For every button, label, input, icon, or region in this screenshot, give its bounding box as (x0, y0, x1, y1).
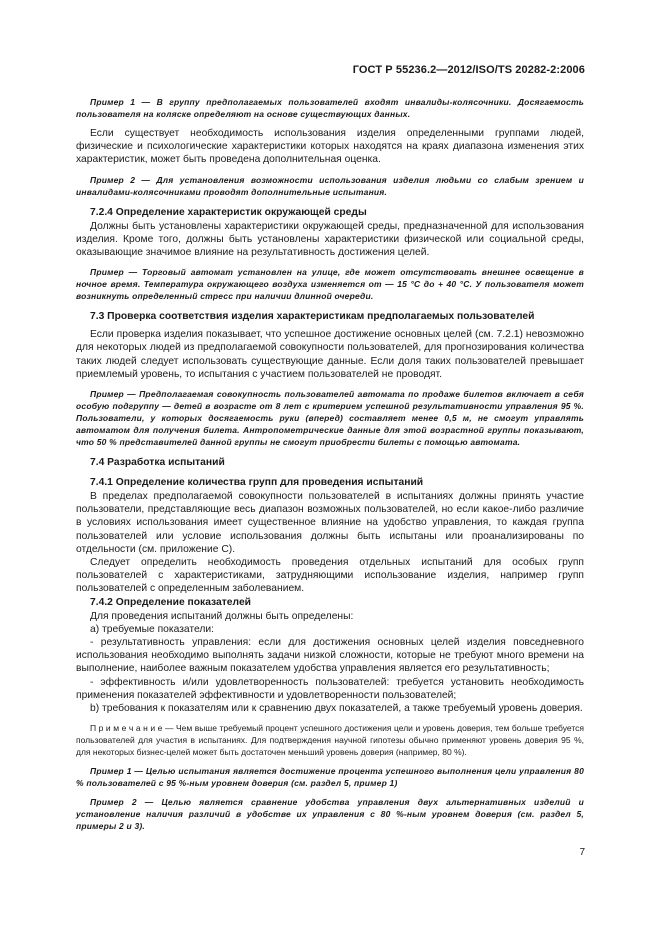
section-heading-7-3: 7.3 Проверка соответствия изделия характеристикам предполагаемых пользователей (90, 311, 535, 323)
page-content (76, 96, 584, 832)
section-heading-7-4-2: 7.4.2 Определение показателей (90, 596, 251, 608)
note-label: П р и м е ч а н и е (90, 723, 163, 734)
body-paragraph: Должны быть установлены характеристики окружающей среды, предназначенной для использования изделия. Кроме того, должны быть установлены характеристики физической или социальной среды, оказывающие значимое влияние на результативность достижения целей. (76, 220, 584, 259)
example-paragraph: Пример — Торговый автомат установлен на улице, где может отсутствовать внешнее освещение в ночное время. Температура окружающего воздуха изменяется от — 15 °С до + 40 °С. У пользователя может возникнуть определенный стресс при наличии длинной очереди. (76, 267, 584, 302)
note-paragraph (76, 722, 584, 758)
body-paragraph: Для проведения испытаний должны быть определены: (90, 610, 354, 622)
list-item-effectiveness: - результативность управления: если для достижения основных целей изделия повседневного использования необходимо выполнять задачи низкой сложности, которые не требуют много времени на выполнение, наиболее важным показателем удобства управления является его результативность; (76, 637, 584, 675)
example-1-paragraph: Пример 1 — В группу предполагаемых пользователей входят инвалиды-колясочники. Досягаемость пользователя на коляске определяют на основе существующих данных. (76, 97, 584, 119)
page-number: 7 (579, 847, 585, 858)
list-item-b: b) требования к показателям или к сравнению двух показателей, а также требуемый уровень доверия. (90, 703, 583, 715)
body-paragraph: Если существует необходимость использования изделия определенными группами людей, физические и психологические характеристики которых находятся на краях диапазона изменения этих характеристик, может быть проведена дополнительная оценка. (76, 128, 584, 166)
list-item-a: а) требуемые показатели: (90, 623, 215, 635)
body-paragraph: В пределах предполагаемой совокупности пользователей в испытаниях должны принять участие пользователи, представляющие весь диапазон возможных пользователей, но если какое-либо различие в условиях использования имеет существенное влияние на удобство управления, то каждая группа пользователей или условие использования должны быть испытаны или проанализированы по отдельности (см. приложение С). (76, 491, 584, 555)
section-heading-7-4-1: 7.4.1 Определение количества групп для проведения испытаний (90, 477, 424, 489)
section-heading-7-2-4: 7.2.4 Определение характеристик окружающей среды (90, 206, 367, 218)
list-item-efficiency: - эффективность и/или удовлетворенность пользователей: требуется установить необходимость применения показателей эффективности и удовлетворенности пользователей; (76, 676, 584, 701)
example-paragraph: Пример — Предполагаемая совокупность пользователей автомата по продаже билетов включает в себя особую подгруппу — детей в возрасте от 8 лет с критерием успешной результативности управления 95 %. Пользователи, у которых досягаемость руки (вперед) составляет менее 0,5 м, не смогут управлять автоматом для получения билета. Антропометрические данные для этой возрастной группы показывают, что 50 % представителей данной группы не смогут приобрести билеты с помощью автомата. (76, 389, 584, 448)
body-paragraph: Если проверка изделия показывает, что успешное достижение основных целей (см. 7.2.1) невозможно для некоторых людей из предполагаемой совокупности пользователей, для прогнозирования количества таких людей следует использовать существующие данные. Если доля таких пользователей превышает приемлемый уровень, то испытания с участием пользователей не проводят. (76, 329, 584, 380)
body-paragraph: Следует определить необходимость проведения отдельных испытаний для особых групп пользователей с характеристиками, затрудняющими использование изделия, например групп пользователей с определенным заболеванием. (76, 557, 584, 595)
document-header: ГОСТ Р 55236.2—2012/ISO/TS 20282-2:2006 (352, 64, 585, 76)
example-2-paragraph: Пример 2 — Целью является сравнение удобства управления двух альтернативных изделий и установление наличия различий в удобстве их управления с 80 %-ным уровнем доверия (см. раздел 5, примеры 2 и 3). (76, 797, 584, 832)
note-text: — Чем выше требуемый процент успешного достижения цели и уровень доверия, тем больше требуется пользователей для участия в испытаниях. Для подтверждения научной гипотезы обычно применяют уровень доверия 95 %, для некоторых бизнес-целей может быть достаточен меньший уровень доверия (например, 80 %). (76, 723, 584, 758)
section-heading-7-4: 7.4 Разработка испытаний (90, 457, 225, 469)
example-2-paragraph: Пример 2 — Для установления возможности использования изделия людьми со слабым зрением и инвалидами-колясочниками проводят дополнительные испытания. (76, 174, 584, 197)
example-1-paragraph: Пример 1 — Целью испытания является достижение процента успешного выполнения цели управления 80 % пользователей с 95 %-ным уровнем доверия (см. раздел 5, пример 1) (76, 766, 584, 789)
